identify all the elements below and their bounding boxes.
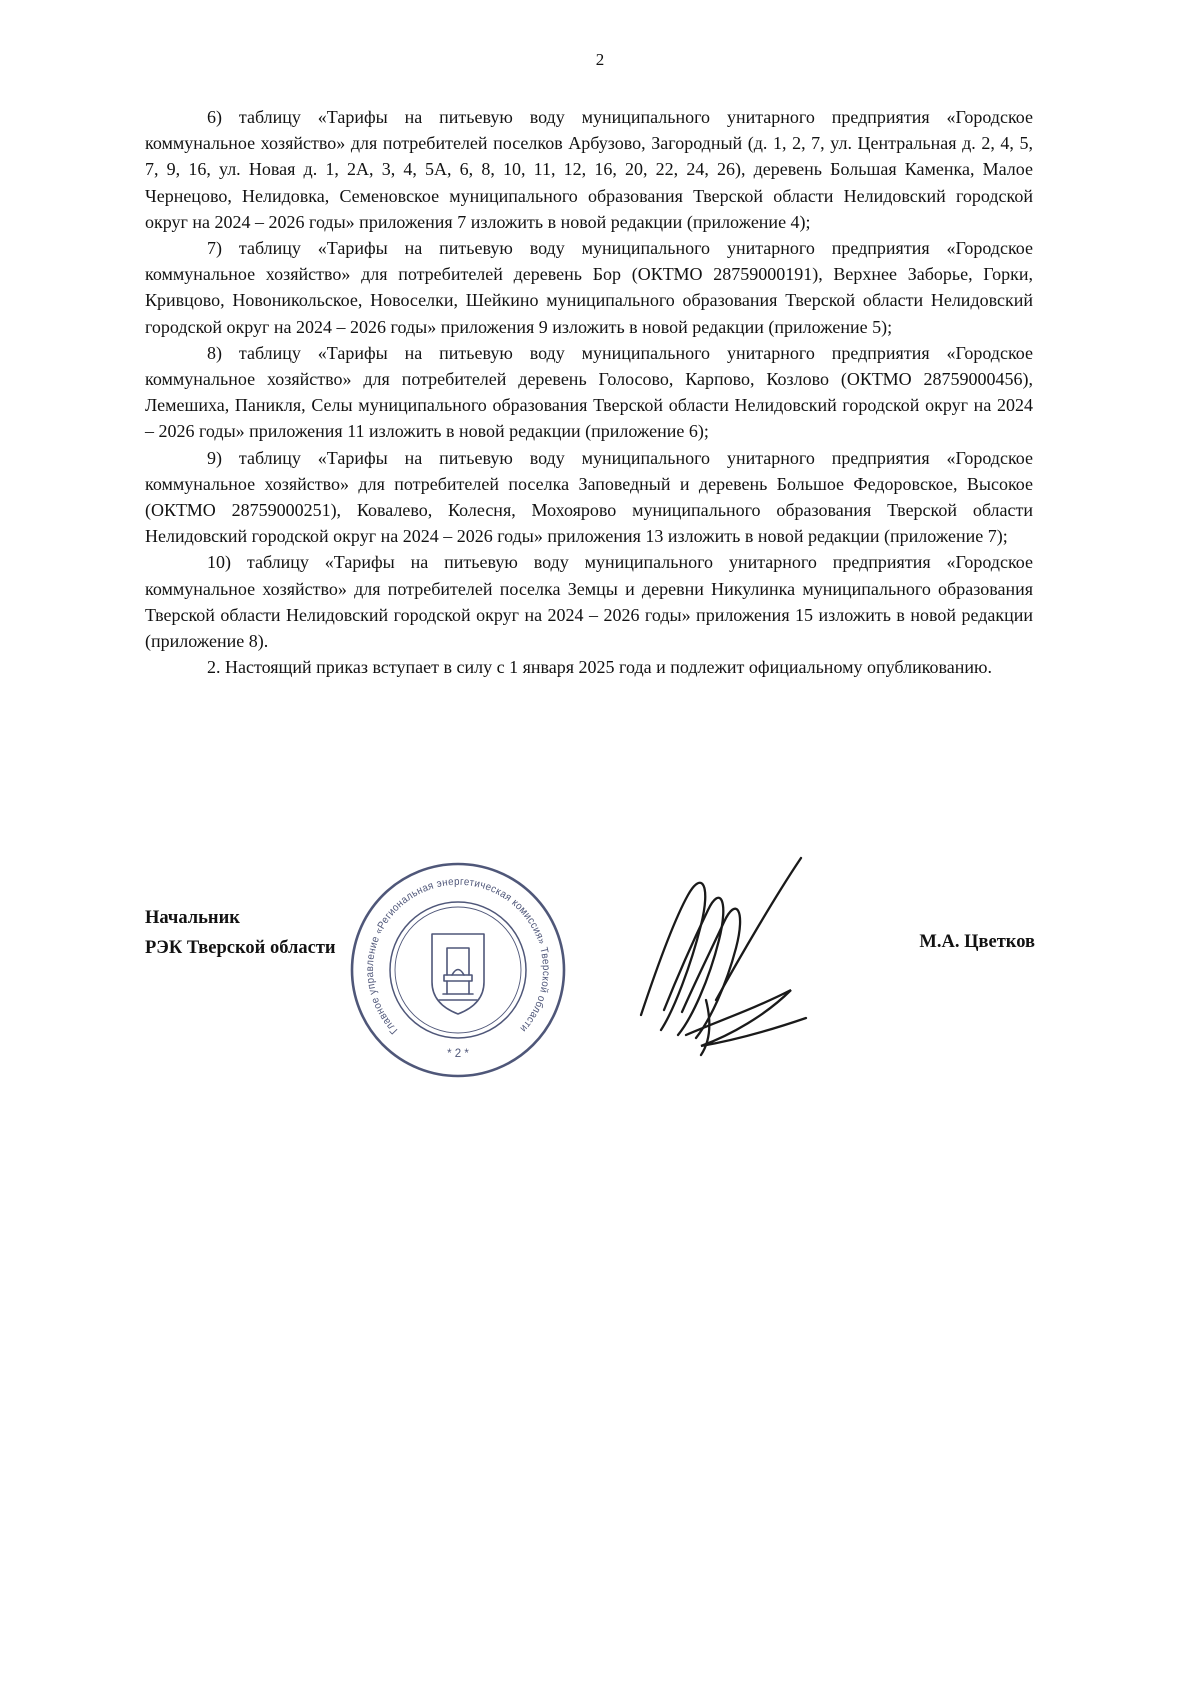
coat-of-arms-icon [432, 934, 484, 1014]
signer-position-line2: РЭК Тверской области [145, 938, 336, 958]
seal-svg [348, 860, 568, 1080]
document-body [145, 104, 1033, 680]
paragraph-item-7: 7) таблицу «Тарифы на питьевую воду муниципального унитарного предприятия «Городское коммунальное хозяйство» для потребителей деревень Бор (ОКТМО 28759000191), Верхнее Заборье, Горки, Кривцово, Новоникольское, Новоселки, Шейкино муниципального образования Тверской области Нелидовский городской округ на 2024 – 2026 годы» приложения 9 изложить в новой редакции (приложение 5); [145, 238, 1033, 337]
paragraph-item-6: 6) таблицу «Тарифы на питьевую воду муниципального унитарного предприятия «Городское коммунальное хозяйство» для потребителей поселков Арбузово, Загородный (д. 1, 2, 7, ул. Центральная д. 2, 4, 5, 7, 9, 16, ул. Новая д. 1, 2А, 3, 4, 5А, 6, 8, 10, 11, 12, 16, 20, 22, 24, 26), деревень Большая Каменка, Малое Чернецово, Нелидовка, Семеновское муниципального образования Тверской области Нелидовский городской округ на 2024 – 2026 годы» приложения 7 изложить в новой редакции (приложение 4); [145, 107, 1033, 232]
signer-position-line1: Начальник [145, 908, 240, 928]
signature-icon [616, 850, 848, 1062]
seal-ring-text: Главное управление «Региональная энергетическая комиссия» Тверской области [363, 875, 553, 1037]
signature-svg [616, 850, 848, 1062]
page-number: 2 [595, 50, 605, 69]
signer-name: М.А. Цветков [919, 932, 1035, 952]
paragraph-item-10: 10) таблицу «Тарифы на питьевую воду муниципального унитарного предприятия «Городское коммунальное хозяйство» для потребителей поселка Земцы и деревни Никулинка муниципального образования Тверской области Нелидовский городской округ на 2024 – 2026 годы» приложения 15 изложить в новой редакции (приложение 8). [145, 552, 1033, 652]
paragraph-item-2: 2. Настоящий приказ вступает в силу с 1 января 2025 года и подлежит официальному опубликованию. [207, 657, 993, 678]
seal-center-number: * 2 * [447, 1048, 469, 1060]
signer-position [145, 903, 336, 963]
paragraph-item-9: 9) таблицу «Тарифы на питьевую воду муниципального унитарного предприятия «Городское коммунальное хозяйство» для потребителей поселка Заповедный и деревень Большое Федоровское, Высокое (ОКТМО 28759000251), Ковалево, Колесня, Мохоярово муниципального образования Тверской области Нелидовский городской округ на 2024 – 2026 годы» приложения 13 изложить в новой редакции (приложение 7); [145, 447, 1033, 547]
paragraph-item-8: 8) таблицу «Тарифы на питьевую воду муниципального унитарного предприятия «Городское коммунальное хозяйство» для потребителей деревень Голосово, Карпово, Козлово (ОКТМО 28759000456), Лемешиха, Паникля, Селы муниципального образования Тверской области Нелидовский городской округ на 2024 – 2026 годы» приложения 11 изложить в новой редакции (приложение 6); [145, 342, 1033, 442]
official-seal-icon [348, 860, 568, 1080]
